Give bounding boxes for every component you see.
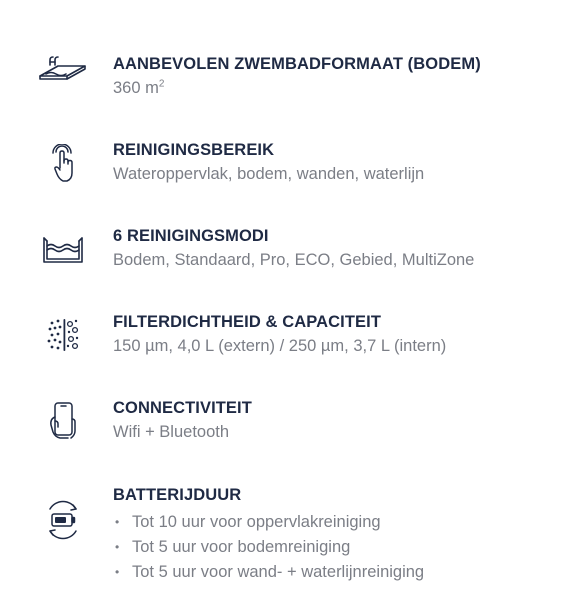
spec-value: Wifi + Bluetooth	[113, 423, 230, 441]
bullet-icon: •	[115, 565, 120, 579]
battery-bullet-list	[113, 510, 424, 585]
battery-cycle-icon	[38, 500, 88, 540]
bullet-icon: •	[115, 515, 120, 529]
filter-particles-icon	[38, 315, 88, 355]
spec-value: 360 $m^2$	[113, 78, 165, 97]
list-item	[113, 535, 424, 560]
bullet-icon: •	[115, 540, 120, 554]
pool-ladder-icon	[38, 55, 88, 95]
pool-waves-icon	[38, 230, 88, 270]
spec-title: BATTERIJDUUR	[113, 486, 242, 504]
spec-value: Wateroppervlak, bodem, wanden, waterlijn	[113, 165, 425, 183]
spec-title: CONNECTIVITEIT	[113, 399, 252, 417]
bullet-text: Tot 5 uur voor bodemreiniging	[132, 538, 351, 556]
spec-title: REINIGINGSBEREIK	[113, 141, 275, 159]
spec-value: Bodem, Standaard, Pro, ECO, Gebied, MultiZone	[113, 251, 475, 269]
bullet-text: Tot 5 uur voor wand- + waterlijnreiniging	[132, 563, 425, 581]
spec-value: 150 µm, 4,0 L (extern) / 250 µm, 3,7 L (intern)	[113, 337, 447, 355]
bullet-text: Tot 10 uur voor oppervlakreiniging	[132, 513, 381, 531]
list-item	[113, 510, 424, 535]
spec-title: FILTERDICHTHEID & CAPACITEIT	[113, 313, 382, 331]
spec-title: 6 REINIGINGSMODI	[113, 227, 269, 245]
touch-hand-icon	[38, 144, 88, 184]
smartphone-hand-icon	[38, 401, 88, 441]
spec-title: AANBEVOLEN ZWEMBADFORMAAT (BODEM)	[113, 55, 481, 73]
list-item	[113, 560, 424, 585]
